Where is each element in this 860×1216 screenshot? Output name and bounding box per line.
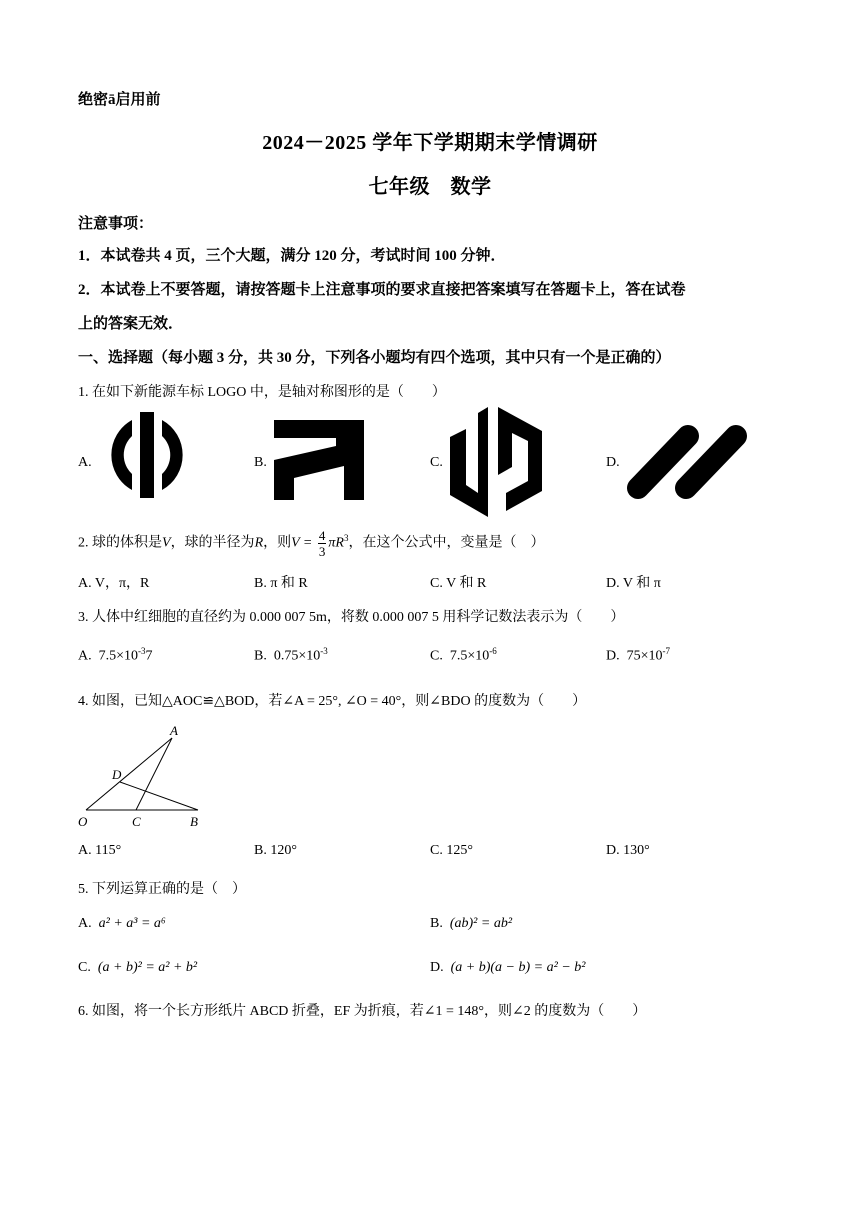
option-tail: 7 <box>145 648 153 664</box>
q2-fraction <box>318 528 327 559</box>
q2-var-v: V <box>162 535 171 551</box>
q2-formula: πR <box>328 535 344 551</box>
option-label: D. <box>430 960 444 975</box>
question-3: 3. 人体中红细胞的直径约为 0.000 007 5m，将数 0.000 007 5 用科学记数法表示为（ ） <box>78 610 625 625</box>
q4-option-d: D. 130° <box>606 843 650 858</box>
section-heading: 一、选择题（每小题 3 分，共 30 分，下列各小题均有四个选项，其中只有一个是正确的） <box>78 350 671 366</box>
q1-option-a-label: A. <box>78 455 92 470</box>
option-expr: a² + a³ = a⁶ <box>98 916 166 931</box>
q2-fraction-den: 3 <box>318 544 326 559</box>
q2-text: 2. 球的体积是 <box>78 535 162 551</box>
option-base: 0.75×10 <box>273 648 321 664</box>
option-label: C. <box>430 648 443 664</box>
question-6: 6. 如图，将一个长方形纸片 ABCD 折叠，EF 为折痕，若∠1 = 148°，则∠2 的度数为（ ） <box>78 1004 647 1019</box>
option-expr: (a + b)² = a² + b² <box>97 960 198 975</box>
confidential-label: 绝密ā启用前 <box>78 92 161 108</box>
q2-option-d: D. V 和 π <box>606 576 661 591</box>
q5-option-c <box>78 960 197 976</box>
question-1: 1. 在如下新能源车标 LOGO 中，是轴对称图形的是（ ） <box>78 385 446 400</box>
angular-r-logo-icon <box>274 420 364 500</box>
q4-option-b: B. 120° <box>254 843 297 858</box>
option-exponent: -6 <box>489 646 497 656</box>
vertex-label-a: A <box>170 723 178 738</box>
option-base: 75×10 <box>626 648 663 664</box>
q1-option-d-label: D. <box>606 455 620 470</box>
option-base: 7.5×10 <box>449 648 490 664</box>
vertex-label-b: B <box>190 814 198 829</box>
note-item-2: 2．本试卷上不要答题，请按答题卡上注意事项的要求直接把答案填写在答题卡上，答在试卷 <box>78 282 686 298</box>
q2-option-a: A. V，π，R <box>78 576 150 591</box>
option-expr: (ab)² = ab² <box>449 916 513 931</box>
option-exponent: -3 <box>320 646 328 656</box>
option-label: C. <box>78 960 91 975</box>
q3-option-b <box>254 646 328 665</box>
q2-text: ，在这个公式中，变量是（ ） <box>348 535 545 551</box>
question-5: 5. 下列运算正确的是（ ） <box>78 882 246 897</box>
q2-option-c: C. V 和 R <box>430 576 487 591</box>
vertex-label-d: D <box>112 767 122 782</box>
option-exponent: -3 <box>138 646 146 656</box>
q4-option-a: A. 115° <box>78 843 122 858</box>
q5-option-b <box>430 916 512 932</box>
question-2 <box>78 528 544 559</box>
q2-option-b: B. π 和 R <box>254 576 308 591</box>
q1-option-c-label: C. <box>430 455 443 470</box>
question-4: 4. 如图，已知△AOC≌△BOD，若∠A = 25°, ∠O = 40°，则∠BDO 的度数为（ ） <box>78 694 587 709</box>
q2-text: ，则 <box>263 535 292 551</box>
option-base: 7.5×10 <box>98 648 139 664</box>
hexagon-lp-logo-icon <box>450 407 542 517</box>
q1-option-b-label: B. <box>254 455 267 470</box>
q5-option-a <box>78 916 166 932</box>
q4-option-c: C. 125° <box>430 843 473 858</box>
q3-option-d <box>606 646 670 665</box>
option-label: B. <box>430 916 443 931</box>
option-label: A. <box>78 648 92 664</box>
q2-fraction-num: 4 <box>318 528 326 543</box>
option-exponent: -7 <box>662 646 671 656</box>
triangle-figure <box>74 722 214 832</box>
note-item-2-cont: 上的答案无效． <box>78 316 184 332</box>
q2-formula: V = <box>291 535 316 551</box>
vertex-label-o: O <box>78 814 88 829</box>
bracket-split-logo-icon <box>98 412 198 498</box>
page-subtitle: 七年级 数学 <box>368 176 492 198</box>
q3-option-a <box>78 646 153 665</box>
option-label: B. <box>254 648 267 664</box>
page-title: 2024－2025 学年下学期期末学情调研 <box>262 132 598 154</box>
q3-option-c <box>430 646 497 665</box>
q2-exponent: 3 <box>343 533 349 544</box>
option-label: A. <box>78 916 92 931</box>
q2-text: ，球的半径为 <box>170 535 255 551</box>
q2-var-r: R <box>254 535 264 551</box>
notes-heading: 注意事项： <box>78 216 154 232</box>
q5-option-d <box>430 960 585 976</box>
option-label: D. <box>606 648 620 664</box>
vertex-label-c: C <box>132 814 141 829</box>
option-expr: (a + b)(a − b) = a² − b² <box>450 960 586 975</box>
double-slash-logo-icon <box>626 424 748 500</box>
note-item-1: 1．本试卷共 4 页，三个大题，满分 120 分，考试时间 100 分钟． <box>78 248 506 264</box>
